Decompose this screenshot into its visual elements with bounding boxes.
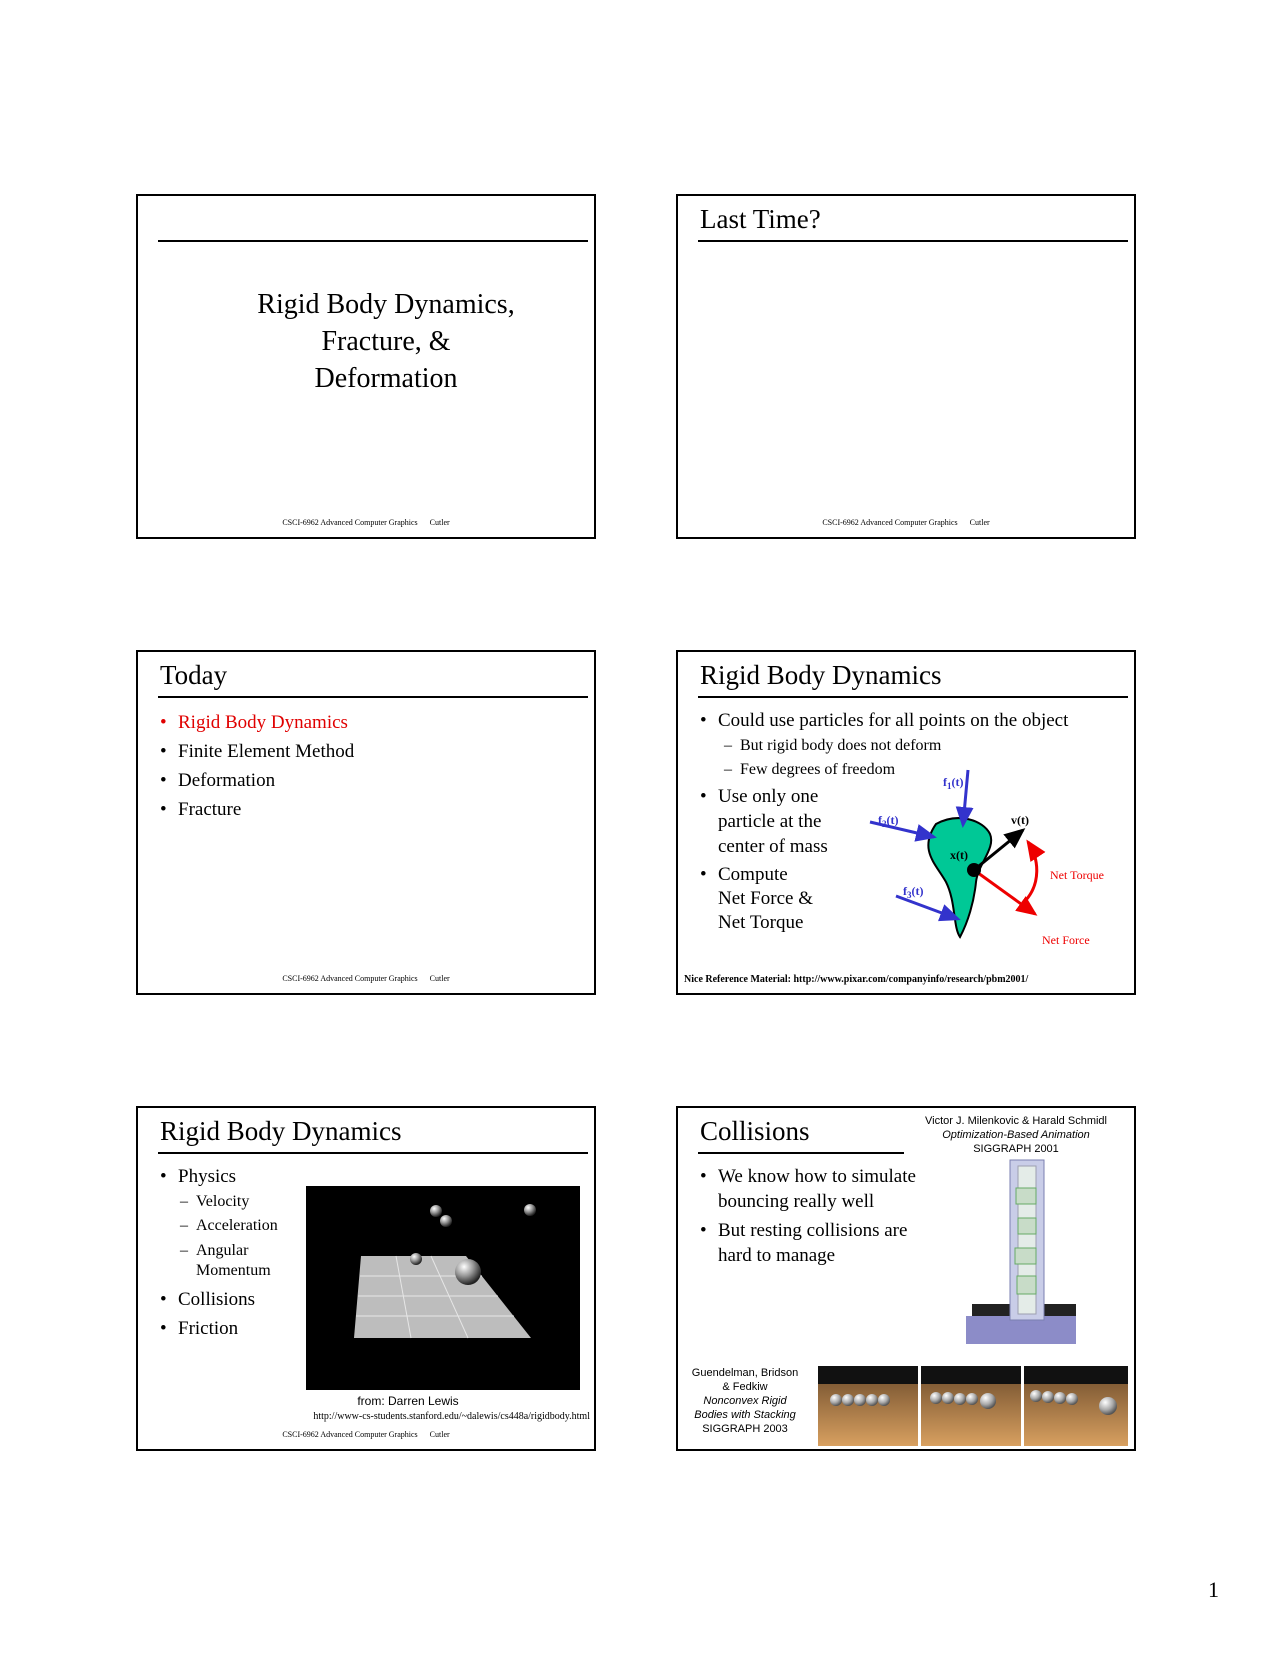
slide-heading: Rigid Body Dynamics bbox=[160, 1116, 402, 1146]
svg-text:Net Force: Net Force bbox=[1042, 933, 1090, 947]
slide-footer: CSCI-6962 Advanced Computer Graphics Cutler bbox=[282, 518, 450, 527]
sub-item: – Angular Momentum bbox=[178, 1238, 278, 1281]
list-item: • Use only one particle at the center of mass bbox=[700, 784, 1130, 859]
list-item: • Rigid Body Dynamics bbox=[160, 708, 354, 737]
title-rule bbox=[698, 1152, 904, 1154]
simulation-image bbox=[306, 1186, 580, 1390]
sub-item: – But rigid body does not deform bbox=[722, 734, 1130, 758]
ball bbox=[524, 1204, 536, 1216]
slide-last-time bbox=[676, 194, 1136, 539]
sub-item: – Acceleration bbox=[178, 1214, 278, 1238]
slide-footer: CSCI-6962 Advanced Computer Graphics Cutler bbox=[282, 1430, 450, 1439]
title-rule bbox=[698, 240, 1128, 242]
sub-item: – Velocity bbox=[178, 1190, 278, 1214]
source-url[interactable]: http://www-cs-students.stanford.edu/~dalewis/cs448a/rigidbody.html bbox=[313, 1411, 590, 1422]
list-item: • Collisions bbox=[160, 1285, 278, 1314]
slide-rigid-body-dynamics bbox=[676, 650, 1136, 995]
force-arrow-1 bbox=[963, 770, 968, 825]
list-item: • Fracture bbox=[160, 795, 354, 824]
title-rule bbox=[158, 240, 588, 242]
svg-text:f2(t): $f_2(t)$ bbox=[878, 813, 899, 829]
list-item: • Deformation bbox=[160, 766, 354, 795]
ball bbox=[455, 1259, 481, 1285]
reference-link[interactable]: Nice Reference Material: http://www.pixar.com/companyinfo/research/pbm2001/ bbox=[684, 974, 1029, 985]
frame-1 bbox=[818, 1366, 918, 1446]
list-item: • Compute Net Force & Net Torque bbox=[700, 863, 1130, 935]
bullet-list bbox=[700, 1164, 960, 1268]
center-of-mass bbox=[967, 863, 981, 877]
sub-item: – Few degrees of freedom bbox=[722, 758, 1130, 782]
ball bbox=[430, 1205, 442, 1217]
list-item: • Finite Element Method bbox=[160, 737, 354, 766]
stacking-frames-image bbox=[818, 1366, 1128, 1446]
list-item: • But resting collisions are hard to manage bbox=[700, 1218, 960, 1268]
list-item: • Physics – Velocity – Acceleration – Angular Momentum bbox=[160, 1164, 278, 1281]
title-rule bbox=[158, 696, 588, 698]
slide-heading: Today bbox=[160, 660, 228, 690]
stacking-tower-image bbox=[958, 1156, 1088, 1366]
force-arrow-3 bbox=[896, 896, 958, 919]
net-torque-arc bbox=[1026, 842, 1037, 900]
citation: Victor J. Milenkovic & Harald Schmidl Optimization-Based Animation SIGGRAPH 2001 bbox=[925, 1115, 1107, 1155]
ball bbox=[440, 1215, 452, 1227]
rigid-body-shape bbox=[928, 818, 991, 937]
slide-collisions bbox=[676, 1106, 1136, 1451]
net-force-arrow bbox=[974, 870, 1035, 914]
frame-3 bbox=[1024, 1366, 1128, 1446]
frame-2 bbox=[921, 1366, 1021, 1446]
ball bbox=[410, 1253, 422, 1265]
slide-today bbox=[136, 650, 596, 995]
list-item: • Friction bbox=[160, 1314, 278, 1343]
svg-text:Net Torque: Net Torque bbox=[1050, 868, 1104, 882]
slide-footer: CSCI-6962 Advanced Computer Graphics Cutler bbox=[822, 518, 990, 527]
title-rule bbox=[158, 1152, 588, 1154]
reference-citation: Guendelman, Bridson & Fedkiw Nonconvex Rigid Bodies with Stacking SIGGRAPH 2003 bbox=[691, 1367, 799, 1435]
bullet-list bbox=[160, 1164, 278, 1343]
presentation-title: Rigid Body Dynamics, Fracture, & Deformation bbox=[257, 289, 515, 394]
slide-heading: Collisions bbox=[700, 1116, 810, 1146]
slide-footer: CSCI-6962 Advanced Computer Graphics Cutler bbox=[282, 974, 450, 983]
svg-text:x(t): x(t) bbox=[950, 848, 968, 862]
force-diagram bbox=[678, 652, 1136, 995]
list-item: • Could use particles for all points on the object – But rigid body does not deform – Few degrees of freedom bbox=[700, 708, 1130, 782]
slide-heading: Rigid Body Dynamics bbox=[700, 660, 942, 690]
svg-text:f3(t): $f_3(t)$ bbox=[903, 884, 924, 900]
list-item: • We know how to simulate bouncing really well bbox=[700, 1164, 960, 1214]
svg-text:v(t): v(t) bbox=[1011, 813, 1029, 827]
page-number: 1 bbox=[1208, 1577, 1219, 1602]
topic-list bbox=[160, 708, 354, 824]
slide-rigid-body-physics bbox=[136, 1106, 596, 1451]
image-credit: from: Darren Lewis bbox=[357, 1394, 459, 1408]
slide-heading: Last Time? bbox=[700, 204, 821, 234]
slide-title bbox=[136, 194, 596, 539]
svg-text:f1(t): $f_1(t)$ bbox=[943, 775, 964, 791]
